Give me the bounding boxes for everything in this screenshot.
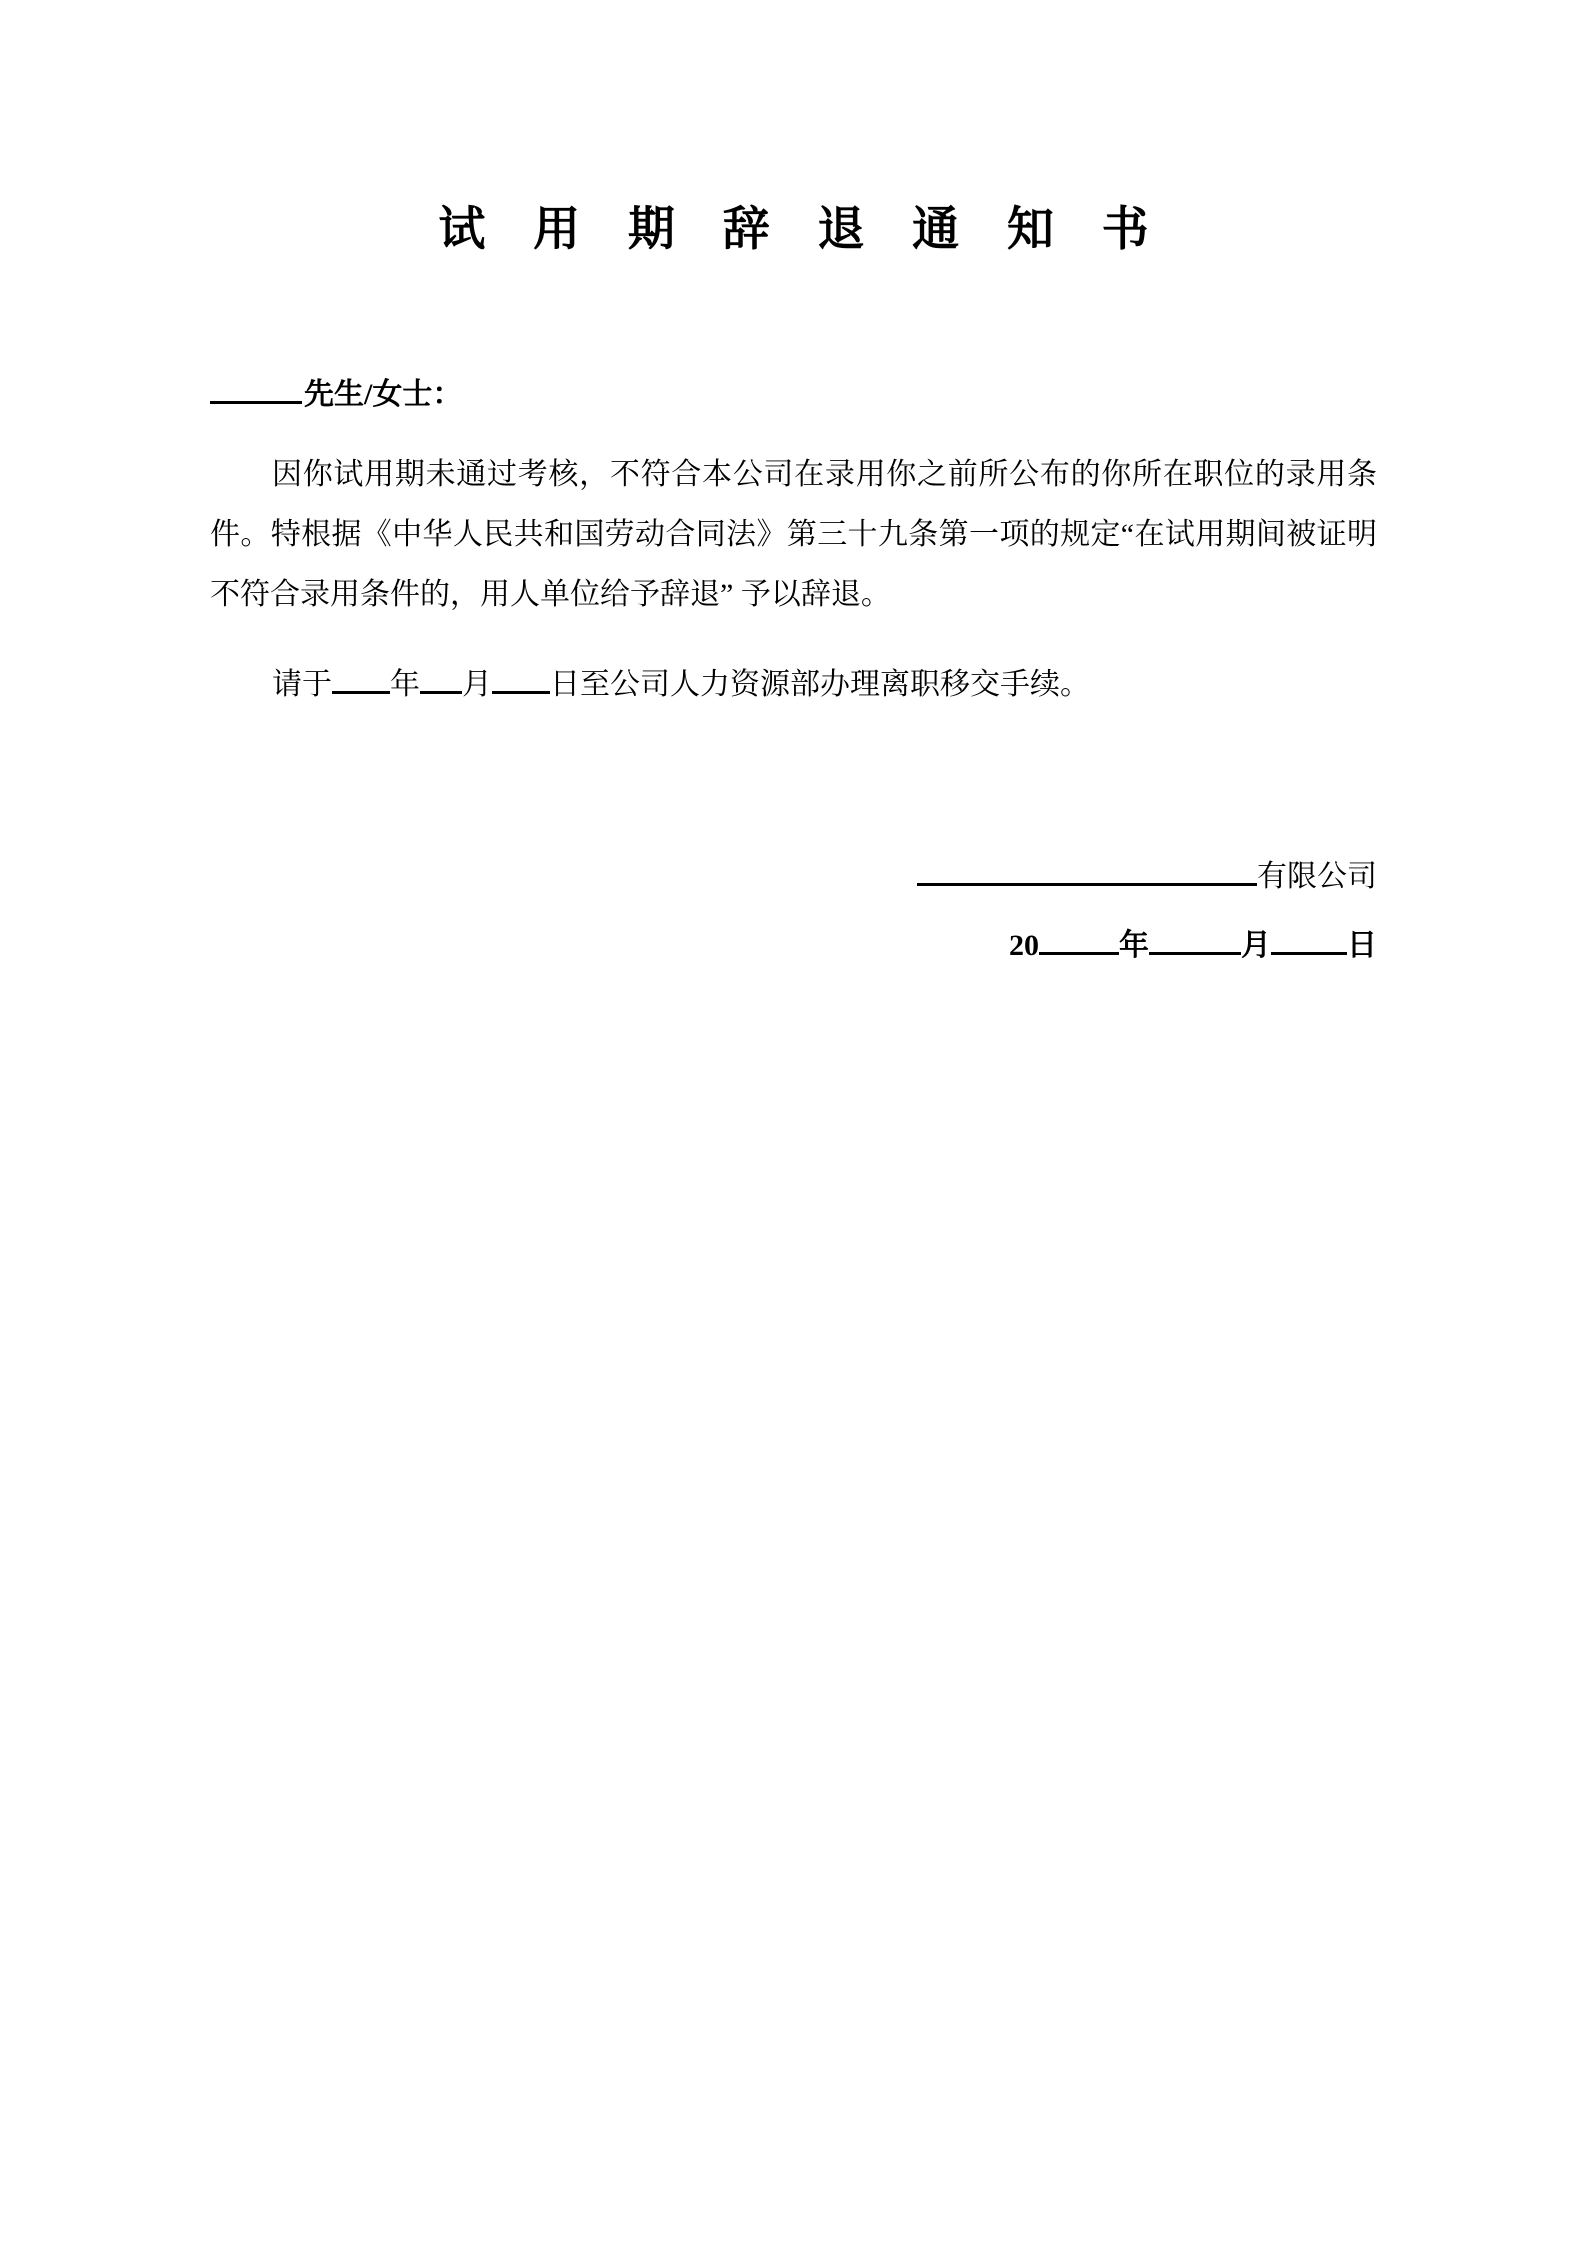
paragraph2-year-label: 年 [390, 668, 420, 702]
paragraph2-prefix: 请于 [272, 668, 332, 702]
date-prefix: 20 [1009, 929, 1039, 963]
handover-day-blank[interactable] [492, 691, 550, 694]
date-year-blank[interactable] [1039, 952, 1119, 955]
signature-date-line [210, 914, 1377, 977]
paragraph2-suffix: 日至公司人力资源部办理离职移交手续。 [550, 668, 1090, 702]
recipient-name-blank[interactable] [210, 400, 302, 404]
company-name-blank[interactable] [917, 883, 1257, 886]
date-day-blank[interactable] [1271, 952, 1347, 955]
company-signature-line [210, 845, 1377, 908]
handover-year-blank[interactable] [332, 691, 390, 694]
body-paragraph-1: 因你试用期未通过考核，不符合本公司在录用你之前所公布的你所在职位的录用条件。特根据《中华人民共和国劳动合同法》第三十九条第一项的规定“在试用期间被证明不符合录用条件的，用人单位给予辞退” 予以辞退。 [210, 458, 1377, 612]
company-suffix: 有限公司 [1257, 860, 1377, 894]
date-year-label: 年 [1119, 929, 1149, 963]
body-paragraph-2 [210, 655, 1377, 715]
salutation-suffix: 先生/女士： [304, 378, 463, 412]
date-day-label: 日 [1347, 929, 1377, 963]
salutation-line [210, 371, 1377, 419]
date-month-blank[interactable] [1149, 952, 1241, 955]
handover-month-blank[interactable] [420, 691, 462, 694]
paragraph2-month-label: 月 [462, 668, 492, 702]
page-title: 试 用 期 辞 退 通 知 书 [438, 204, 1167, 256]
signature-block [210, 845, 1377, 977]
date-month-label: 月 [1241, 929, 1271, 963]
